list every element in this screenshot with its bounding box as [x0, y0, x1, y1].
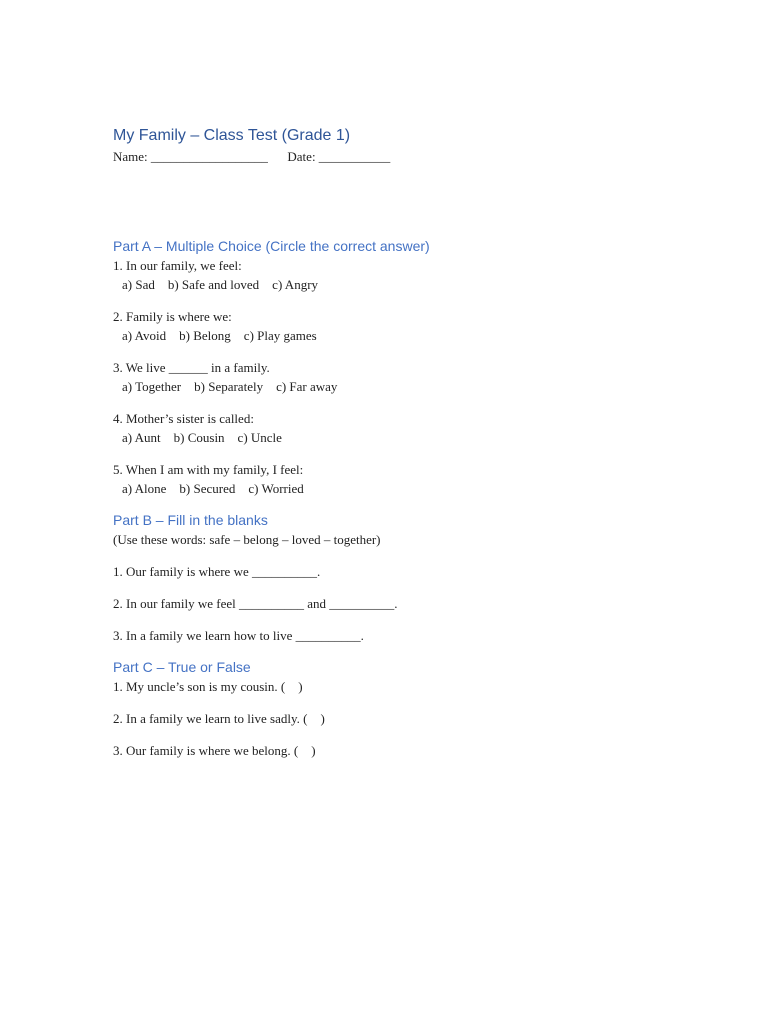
question-3-options: a) Together b) Separately c) Far away	[122, 379, 338, 394]
document-content	[113, 125, 713, 760]
part-a-heading: Part A – Multiple Choice (Circle the correct answer)	[113, 238, 430, 254]
question-1-options: a) Sad b) Safe and loved c) Angry	[122, 277, 319, 292]
true-false-3: 3. Our family is where we belong. ( )	[113, 743, 316, 758]
question-5: 5. When I am with my family, I feel:	[113, 462, 304, 477]
fill-blank-2: 2. In our family we feel __________ and __________.	[113, 596, 398, 611]
question-2-options: a) Avoid b) Belong c) Play games	[122, 328, 317, 343]
question-1: 1. In our family, we feel:	[113, 258, 242, 273]
fill-blank-3: 3. In a family we learn how to live __________.	[113, 628, 364, 643]
true-false-2: 2. In a family we learn to live sadly. ( )	[113, 711, 325, 726]
word-bank-note: (Use these words: safe – belong – loved – together)	[113, 532, 381, 547]
part-c-heading: Part C – True or False	[113, 659, 251, 675]
question-4: 4. Mother’s sister is called:	[113, 411, 254, 426]
question-2: 2. Family is where we:	[113, 309, 232, 324]
part-b-heading: Part B – Fill in the blanks	[113, 512, 268, 528]
true-false-1: 1. My uncle’s son is my cousin. ( )	[113, 679, 303, 694]
question-3: 3. We live ______ in a family.	[113, 360, 270, 375]
question-4-options: a) Aunt b) Cousin c) Uncle	[122, 430, 282, 445]
page-title: My Family – Class Test (Grade 1)	[113, 127, 351, 144]
name-date-line: Name: __________________ Date: ___________	[113, 149, 391, 164]
fill-blank-1: 1. Our family is where we __________.	[113, 564, 321, 579]
question-5-options: a) Alone b) Secured c) Worried	[122, 481, 304, 496]
